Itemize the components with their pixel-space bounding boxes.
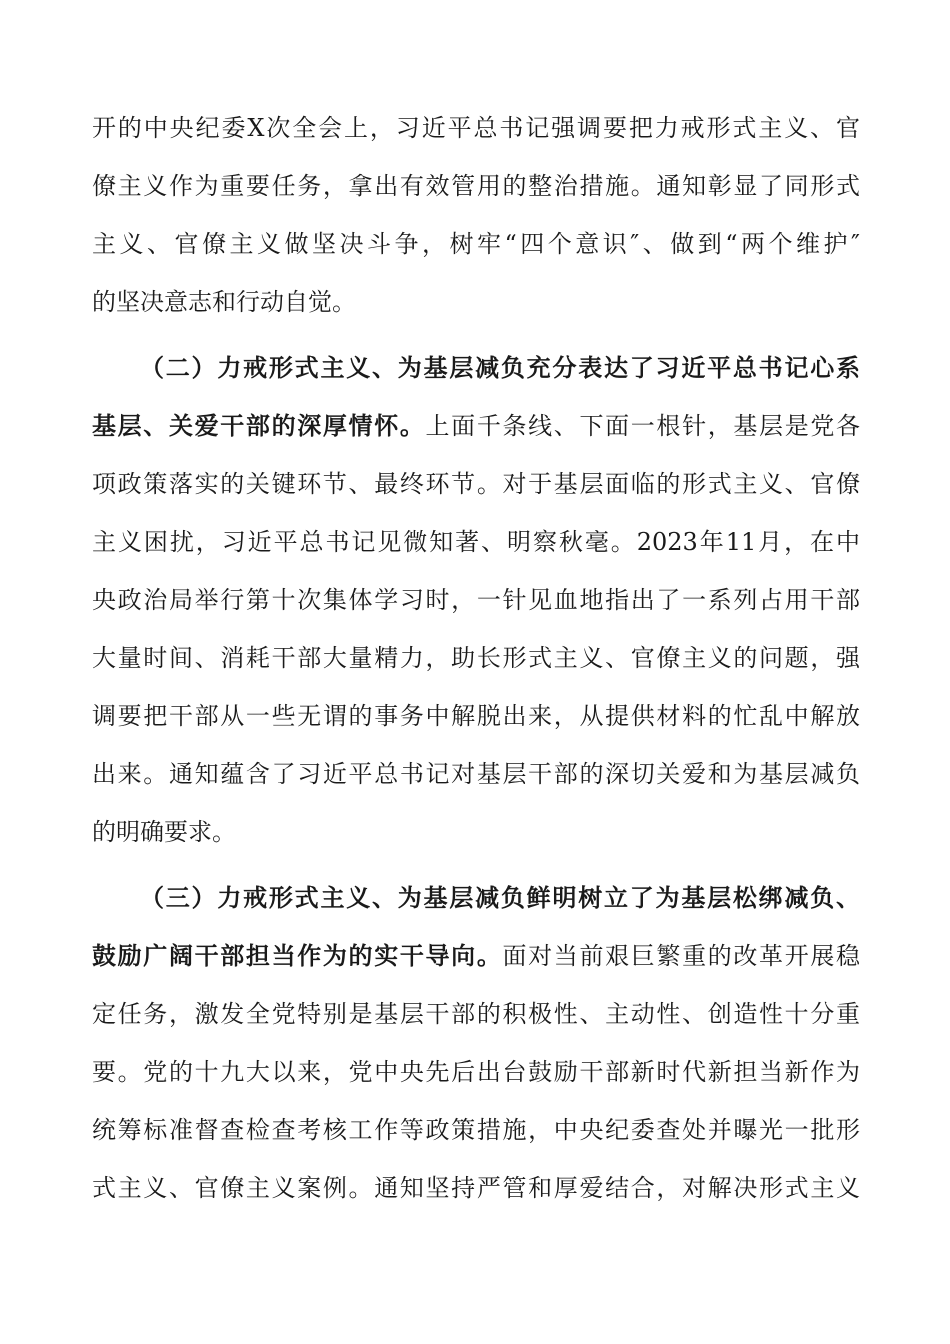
paragraph-line [92,406,860,446]
paragraph-line: 式主义、官僚主义案例。通知坚持严管和厚爱结合，对解决形式主义 [92,1174,860,1202]
paragraph-line: 统筹标准督查检查考核工作等政策措施，中央纪委查处并曝光一批形 [92,1116,860,1144]
paragraph-text: 面对当前艰巨繁重的改革开展稳 [502,942,860,970]
paragraph-line: 出来。通知蕴含了习近平总书记对基层干部的深切关爱和为基层减负 [92,760,860,788]
section-heading: （二）力戒形式主义、为基层减负充分表达了习近平总书记心系 [140,354,860,382]
paragraph-line [92,936,860,976]
paragraph-line: 的明确要求。 [92,818,236,846]
paragraph-line: 开的中央纪委X次全会上，习近平总书记强调要把力戒形式主义、官 [92,114,860,142]
section-heading-continuation: 鼓励广阔干部担当作为的实干导向。 [92,942,503,970]
section-heading-continuation: 基层、关爱干部的深厚情怀。 [92,412,426,440]
paragraph-text: 上面千条线、下面一根针，基层是党各 [425,412,860,440]
section-heading: （三）力戒形式主义、为基层减负鲜明树立了为基层松绑减负、 [140,884,860,912]
paragraph-line: 的坚决意志和行动自觉。 [92,288,356,316]
paragraph-line: 调要把干部从一些无谓的事务中解脱出来，从提供材料的忙乱中解放 [92,702,860,730]
paragraph-line: 央政治局举行第十次集体学习时，一针见血地指出了一系列占用干部 [92,586,860,614]
paragraph-line: 主义、官僚主义做坚决斗争，树牢“四个意识″、做到“两个维护″ [92,230,860,258]
paragraph-line: 主义困扰，习近平总书记见微知著、明察秋毫。2023年11月，在中 [92,528,860,556]
paragraph-line: 大量时间、消耗干部大量精力，助长形式主义、官僚主义的问题，强 [92,644,860,672]
paragraph-line: 要。党的十九大以来，党中央先后出台鼓励干部新时代新担当新作为 [92,1058,860,1086]
paragraph-line: 项政策落实的关键环节、最终环节。对于基层面临的形式主义、官僚 [92,470,860,498]
paragraph-line: 定任务，激发全党特别是基层干部的积极性、主动性、创造性十分重 [92,1000,860,1028]
paragraph-line: 僚主义作为重要任务，拿出有效管用的整治措施。通知彰显了同形式 [92,172,860,200]
